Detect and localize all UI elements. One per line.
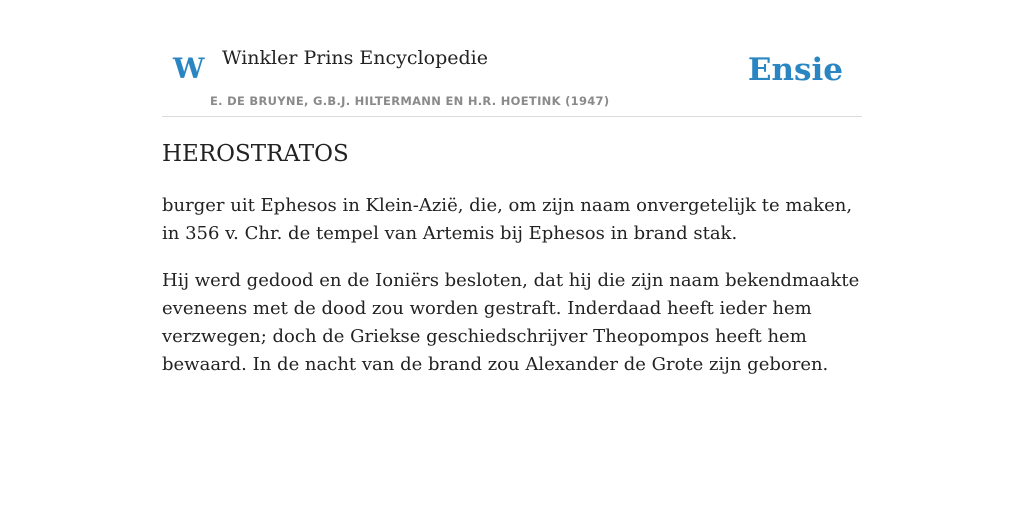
entry-paragraph: Hij werd gedood en de Ioniërs besloten, dat hij die zijn naam bekendmaakte eveneens met de dood zou worden gestraft. Inderdaad heeft ieder hem verzwegen; doch de Griekse geschiedschrijver Theopompos heeft hem bewaard. In de nacht van de brand zou Alexander de Grote zijn geboren. <box>162 270 860 375</box>
entry-title: HEROSTRATOS <box>162 141 349 167</box>
entry-paragraph: burger uit Ephesos in Klein-Azië, die, om zijn naam onvergetelijk te maken, in 356 v. Chr. de tempel van Artemis bij Ephesos in brand stak. <box>162 195 853 244</box>
source-header <box>162 0 862 117</box>
source-title[interactable]: Winkler Prins Encyclopedie <box>222 47 488 69</box>
ensie-logo-link[interactable]: Ensie <box>747 52 843 88</box>
source-authors: E. DE BRUYNE, G.B.J. HILTERMANN EN H.R. HOETINK (1947) <box>210 94 610 108</box>
source-logo[interactable]: W <box>173 52 205 85</box>
page-container <box>162 0 862 375</box>
